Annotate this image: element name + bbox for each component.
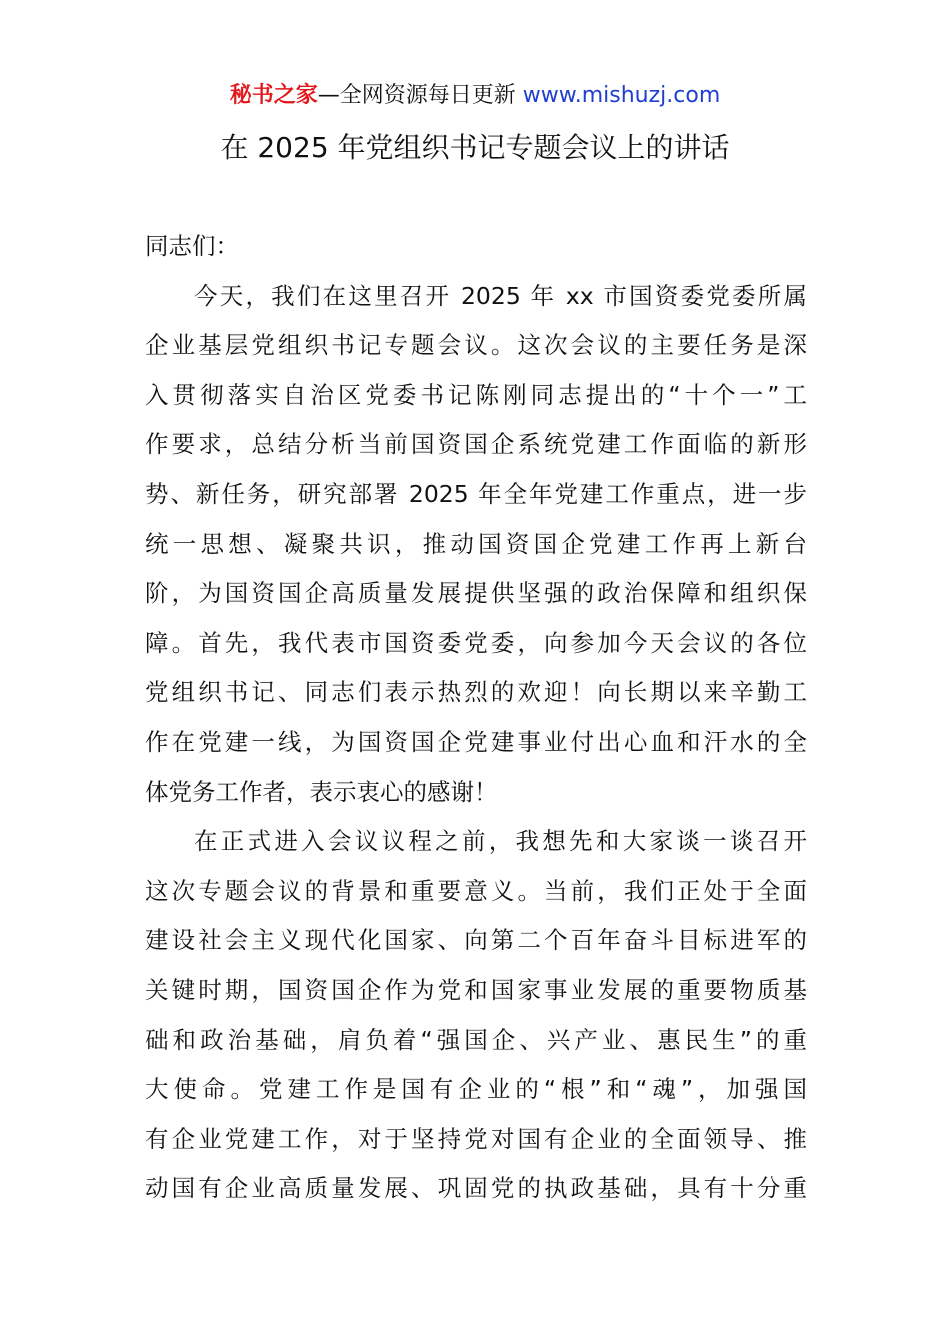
paragraph-line: 动国有企业高质量发展、巩固党的执政基础，具有十分重: [145, 1174, 807, 1203]
paragraph-line: 础和政治基础，肩负着“强国企、兴产业、惠民生”的重: [145, 1025, 807, 1054]
paragraph-line: 作在党建一线，为国资国企党建事业付出心血和汗水的全: [145, 727, 807, 756]
paragraph-line: 这次专题会议的背景和重要意义。当前，我们正处于全面: [145, 876, 807, 905]
paragraph-line: 党组织书记、同志们表示热烈的欢迎！向长期以来辛勤工: [145, 678, 807, 707]
paragraph-line: 有企业党建工作，对于坚持党对国有企业的全面领导、推: [145, 1124, 807, 1153]
paragraph-line: 体党务工作者，表示衷心的感谢！: [145, 777, 498, 806]
paragraph-line: 势、新任务，研究部署 2025 年全年党建工作重点，进一步: [145, 479, 807, 508]
document-body: [145, 222, 807, 1214]
site-url[interactable]: www.mishuzj.com: [522, 83, 721, 108]
paragraph-line: 障。首先，我代表市国资委党委，向参加今天会议的各位: [145, 628, 807, 657]
paragraph-line: 阶，为国资国企高质量发展提供坚强的政治保障和组织保: [145, 579, 807, 608]
salutation: 同志们：: [145, 232, 239, 260]
paragraph-line: 建设社会主义现代化国家、向第二个百年奋斗目标进军的: [145, 926, 807, 955]
paragraph-line: 关键时期，国资国企作为党和国家事业发展的重要物质基: [145, 975, 807, 1004]
paragraph-line: 作要求，总结分析当前国资国企系统党建工作面临的新形: [145, 430, 807, 459]
header-tagline: —全网资源每日更新: [317, 83, 516, 108]
document-title: 在 2025 年党组织书记专题会议上的讲话: [220, 131, 730, 164]
paragraph-line: 统一思想、凝聚共识，推动国资国企党建工作再上新台: [145, 529, 807, 558]
paragraph-line: 入贯彻落实自治区党委书记陈刚同志提出的“十个一”工: [145, 380, 807, 409]
paragraph-line: 今天，我们在这里召开 2025 年 xx 市国资委党委所属: [194, 281, 807, 310]
site-header: [0, 78, 950, 114]
paragraph-line: 大使命。党建工作是国有企业的“根”和“魂”，加强国: [145, 1075, 807, 1104]
brand-name: 秘书之家: [229, 83, 318, 108]
paragraph-line: 企业基层党组织书记专题会议。这次会议的主要任务是深: [145, 331, 807, 360]
paragraph-line: 在正式进入会议议程之前，我想先和大家谈一谈召开: [194, 827, 807, 856]
